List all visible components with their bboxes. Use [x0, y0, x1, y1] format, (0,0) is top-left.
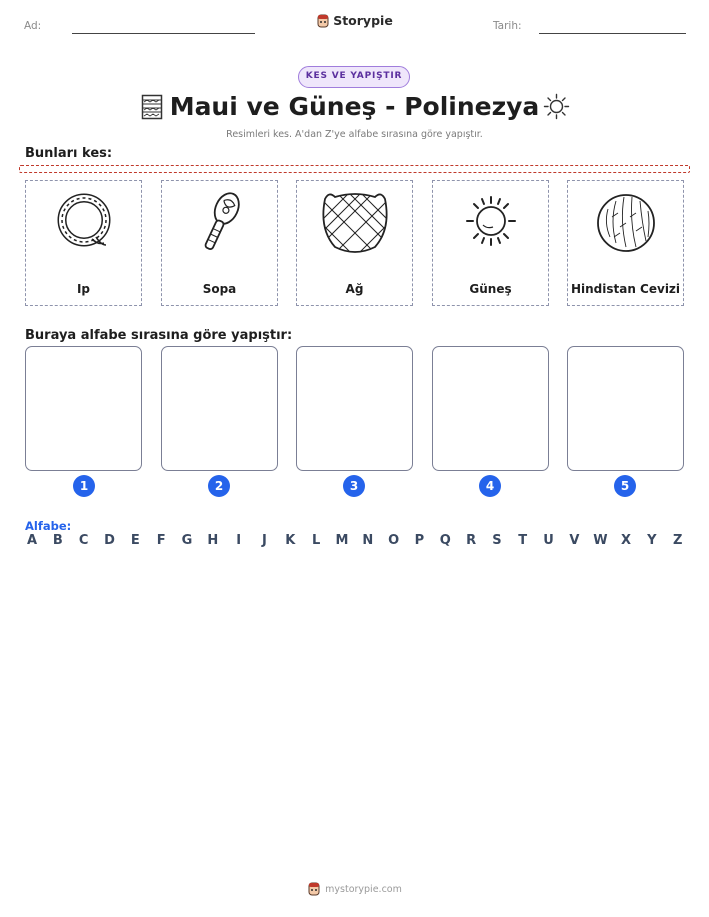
alphabet-letter: B — [52, 533, 63, 548]
alphabet-letter: V — [569, 533, 580, 548]
paste-number-3: 3 — [343, 475, 365, 497]
cut-card-club[interactable] — [161, 180, 278, 306]
paste-section-label: Buraya alfabe sırasına göre yapıştır: — [25, 328, 293, 343]
alphabet-letter: Q — [439, 533, 451, 548]
alphabet-letter: U — [543, 533, 554, 548]
brand-name: Storypie — [333, 13, 393, 28]
alphabet-letter: F — [156, 533, 166, 548]
paste-box-3[interactable] — [296, 346, 413, 471]
alphabet-letter: L — [311, 533, 321, 548]
alphabet-letter: S — [492, 533, 502, 548]
alphabet-letter: X — [621, 533, 632, 548]
alphabet-letter: C — [78, 533, 89, 548]
cut-card-label: Hindistan Cevizi — [570, 282, 681, 296]
alphabet-letter: Y — [647, 533, 657, 548]
cut-card-net[interactable] — [296, 180, 413, 306]
cut-card-sun[interactable] — [432, 180, 549, 306]
alphabet-letter: G — [181, 533, 193, 548]
coconut-icon — [590, 187, 662, 259]
alphabet-letter: J — [262, 533, 267, 548]
alphabet-letter: T — [518, 533, 528, 548]
paste-number-1: 1 — [73, 475, 95, 497]
cut-card-label: Sopa — [202, 282, 237, 296]
cut-card-rope[interactable] — [25, 180, 142, 306]
name-line — [72, 33, 255, 34]
club-icon — [184, 187, 256, 259]
net-icon — [319, 187, 391, 259]
date-label: Tarih: — [493, 20, 522, 32]
footer-url[interactable]: mystorypie.com — [325, 884, 402, 895]
storypie-footer-icon — [307, 882, 321, 896]
footer — [0, 882, 709, 896]
alphabet-letter: P — [414, 533, 425, 548]
storypie-mascot-icon — [316, 14, 330, 28]
alphabet-label: Alfabe: — [25, 519, 72, 533]
paste-box-2[interactable] — [161, 346, 278, 471]
sun-icon — [455, 187, 527, 259]
cut-card-coconut[interactable] — [567, 180, 684, 306]
name-label: Ad: — [24, 20, 42, 32]
paste-box-4[interactable] — [432, 346, 549, 471]
cut-dashed-line — [19, 165, 690, 173]
alphabet-letter: Z — [672, 533, 683, 548]
rope-icon — [48, 187, 120, 259]
alphabet-letter: E — [130, 533, 140, 548]
alphabet-letter: W — [593, 533, 608, 548]
paste-box-5[interactable] — [567, 346, 684, 471]
date-line — [539, 33, 686, 34]
alphabet-letter: O — [388, 533, 400, 548]
alphabet-letter: K — [285, 533, 296, 548]
alphabet-letter: M — [335, 533, 349, 548]
cut-card-label: Ağ — [345, 282, 364, 296]
alphabet-letter: H — [207, 533, 219, 548]
brand-logo — [0, 13, 709, 28]
cut-card-label: Ip — [76, 282, 91, 296]
alphabet-letter: I — [236, 533, 242, 548]
paste-box-1[interactable] — [25, 346, 142, 471]
page-title: Maui ve Güneş - Polinezya — [169, 92, 540, 121]
paste-number-2: 2 — [208, 475, 230, 497]
paste-number-4: 4 — [479, 475, 501, 497]
instructions: Resimleri kes. A'dan Z'ye alfabe sırasına göre yapıştır. — [226, 129, 483, 140]
alphabet-letter: R — [466, 533, 477, 548]
activity-badge: KES VE YAPIŞTIR — [298, 66, 410, 88]
cut-section-label: Bunları kes: — [25, 146, 113, 161]
alphabet-letter: A — [26, 533, 38, 548]
cut-card-label: Güneş — [469, 282, 512, 296]
alphabet-letter: N — [362, 533, 374, 548]
sun-title-icon — [543, 93, 570, 120]
alphabet-letter: D — [104, 533, 115, 548]
paste-number-5: 5 — [614, 475, 636, 497]
alphabet-row — [25, 533, 685, 548]
